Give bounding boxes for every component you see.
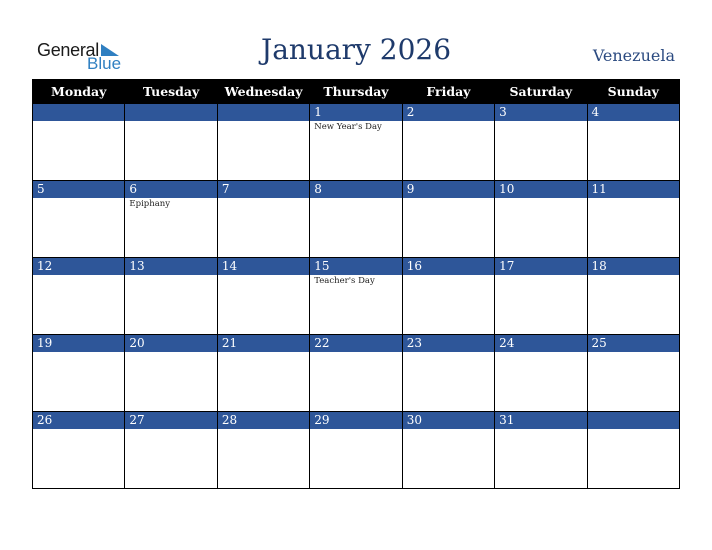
- day-cell[interactable]: [402, 104, 494, 181]
- week-row: [33, 104, 680, 181]
- day-number: 11: [588, 181, 679, 198]
- day-number: 15: [310, 258, 401, 275]
- day-cell-content: [218, 258, 309, 334]
- day-cell[interactable]: [125, 335, 217, 412]
- day-number: 22: [310, 335, 401, 352]
- day-cell-content: [588, 258, 679, 334]
- day-cell-content: [495, 181, 586, 257]
- day-number: 5: [33, 181, 124, 198]
- calendar-grid: [32, 79, 680, 489]
- day-cell-content: [403, 258, 494, 334]
- day-cell[interactable]: [125, 181, 217, 258]
- holiday-label: Epiphany: [129, 199, 171, 209]
- day-cell-content: [588, 335, 679, 411]
- day-cell-content: [125, 104, 216, 180]
- day-cell[interactable]: [402, 335, 494, 412]
- day-cell[interactable]: [402, 258, 494, 335]
- day-cell[interactable]: [33, 104, 125, 181]
- day-cell-content: [495, 412, 586, 488]
- holiday-label: New Year's Day: [314, 122, 382, 132]
- day-number: 2: [403, 104, 494, 121]
- day-cell[interactable]: [33, 181, 125, 258]
- week-row: [33, 335, 680, 412]
- day-cell-content: [33, 104, 124, 180]
- day-cell-content: [588, 181, 679, 257]
- country-label: Venezuela: [592, 46, 675, 65]
- day-cell[interactable]: [310, 181, 402, 258]
- day-cell-content: [403, 104, 494, 180]
- day-number: 12: [33, 258, 124, 275]
- day-cell[interactable]: [587, 258, 679, 335]
- day-number: 27: [125, 412, 216, 429]
- day-cell[interactable]: [495, 104, 587, 181]
- day-cell[interactable]: [217, 104, 309, 181]
- day-number: 24: [495, 335, 586, 352]
- day-cell[interactable]: [217, 412, 309, 489]
- day-number: 20: [125, 335, 216, 352]
- day-cell[interactable]: [33, 258, 125, 335]
- day-cell-content: [218, 104, 309, 180]
- week-row: [33, 258, 680, 335]
- day-number: 28: [218, 412, 309, 429]
- week-row: [33, 412, 680, 489]
- day-number: [588, 412, 679, 429]
- day-cell[interactable]: [402, 412, 494, 489]
- day-number: 31: [495, 412, 586, 429]
- day-number: 19: [33, 335, 124, 352]
- day-cell-content: [218, 412, 309, 488]
- day-cell-content: [495, 258, 586, 334]
- day-number: 6: [125, 181, 216, 198]
- day-cell-content: [33, 412, 124, 488]
- day-number: 8: [310, 181, 401, 198]
- day-cell[interactable]: [495, 258, 587, 335]
- day-cell-content: [33, 258, 124, 334]
- holiday-label: Teacher's Day: [314, 276, 375, 286]
- day-cell[interactable]: [587, 181, 679, 258]
- day-cell-content: [495, 104, 586, 180]
- day-cell-content: [125, 335, 216, 411]
- weekday-thursday: Thursday: [310, 80, 402, 104]
- day-number: 17: [495, 258, 586, 275]
- day-cell-content: [125, 258, 216, 334]
- day-cell[interactable]: [587, 104, 679, 181]
- day-cell-content: [403, 181, 494, 257]
- day-cell[interactable]: [33, 335, 125, 412]
- day-cell[interactable]: [33, 412, 125, 489]
- day-number: 4: [588, 104, 679, 121]
- day-number: 3: [495, 104, 586, 121]
- weekday-saturday: Saturday: [495, 80, 587, 104]
- day-number: 30: [403, 412, 494, 429]
- day-number: 18: [588, 258, 679, 275]
- weekday-monday: Monday: [33, 80, 125, 104]
- weekday-header-row: [33, 80, 680, 104]
- day-cell-content: [403, 412, 494, 488]
- calendar-title: January 2026: [260, 33, 452, 66]
- day-number: [33, 104, 124, 121]
- day-cell[interactable]: [310, 335, 402, 412]
- logo-text-general: General: [37, 40, 99, 60]
- day-cell-content: [33, 181, 124, 257]
- day-cell[interactable]: [495, 335, 587, 412]
- day-cell[interactable]: [495, 412, 587, 489]
- weekday-sunday: Sunday: [587, 80, 679, 104]
- day-cell[interactable]: [125, 104, 217, 181]
- day-cell[interactable]: [402, 181, 494, 258]
- day-cell[interactable]: [125, 258, 217, 335]
- day-number: 14: [218, 258, 309, 275]
- day-cell-content: [33, 335, 124, 411]
- day-cell[interactable]: [217, 258, 309, 335]
- day-cell[interactable]: [310, 412, 402, 489]
- day-cell-content: [310, 181, 401, 257]
- logo-text-blue: Blue: [87, 54, 122, 73]
- day-number: [218, 104, 309, 121]
- day-cell-content: [218, 335, 309, 411]
- day-number: 25: [588, 335, 679, 352]
- day-cell-content: [125, 412, 216, 488]
- day-cell[interactable]: [495, 181, 587, 258]
- day-cell-content: [403, 335, 494, 411]
- day-cell[interactable]: [217, 335, 309, 412]
- day-number: 16: [403, 258, 494, 275]
- day-cell[interactable]: [217, 181, 309, 258]
- day-cell-content: [218, 181, 309, 257]
- day-number: 1: [310, 104, 401, 121]
- day-number: 26: [33, 412, 124, 429]
- day-cell[interactable]: [125, 412, 217, 489]
- day-number: 21: [218, 335, 309, 352]
- day-cell-content: [310, 412, 401, 488]
- day-cell[interactable]: [587, 412, 679, 489]
- day-cell[interactable]: [587, 335, 679, 412]
- day-cell-content: [588, 104, 679, 180]
- week-row: [33, 181, 680, 258]
- weekday-wednesday: Wednesday: [217, 80, 309, 104]
- day-number: 23: [403, 335, 494, 352]
- day-cell-content: [125, 181, 216, 257]
- day-cell-content: [310, 258, 401, 334]
- weekday-friday: Friday: [402, 80, 494, 104]
- day-number: 29: [310, 412, 401, 429]
- weekday-tuesday: Tuesday: [125, 80, 217, 104]
- day-number: [125, 104, 216, 121]
- day-cell-content: [495, 335, 586, 411]
- day-cell-content: [588, 412, 679, 488]
- day-cell-content: [310, 104, 401, 180]
- day-number: 7: [218, 181, 309, 198]
- day-cell[interactable]: [310, 104, 402, 181]
- day-cell-content: [310, 335, 401, 411]
- day-cell[interactable]: [310, 258, 402, 335]
- day-number: 13: [125, 258, 216, 275]
- day-number: 10: [495, 181, 586, 198]
- day-number: 9: [403, 181, 494, 198]
